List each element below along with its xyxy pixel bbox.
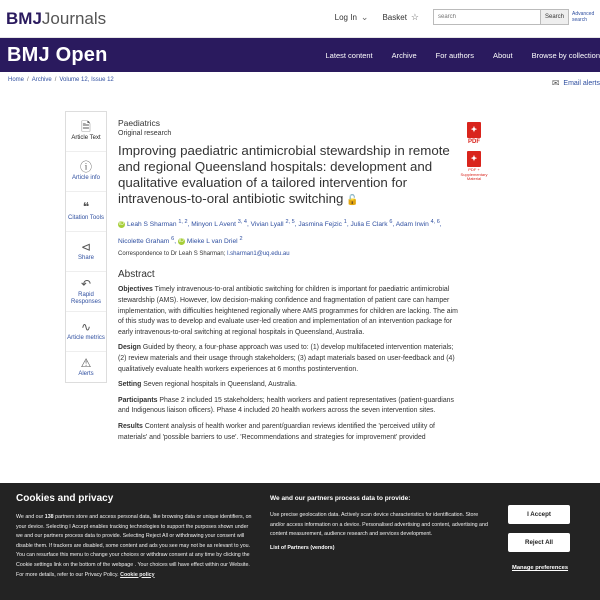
- author-name: Vivian Lyall: [250, 221, 284, 229]
- cookie-text-start: We and our: [16, 514, 44, 520]
- author-name: Adam Irwin: [395, 221, 429, 229]
- abstract-design: [118, 343, 458, 375]
- pdf-icon: ✦: [467, 122, 481, 138]
- breadcrumb-home[interactable]: Home: [8, 77, 25, 83]
- tool-share[interactable]: [66, 232, 106, 272]
- section-heading: Design: [118, 344, 141, 352]
- cookie-title: Cookies and privacy: [16, 493, 114, 504]
- advanced-search-link[interactable]: Advanced search: [572, 11, 595, 23]
- reply-icon: ↶: [80, 277, 92, 291]
- author[interactable]: [298, 221, 347, 228]
- login-label: Log In: [334, 12, 357, 22]
- chevron-down-icon: ⌄: [360, 11, 369, 22]
- tool-article-info[interactable]: [66, 152, 106, 192]
- correspondence-label: Correspondence to Dr Leah S Sharman;: [118, 251, 226, 258]
- author-list: iD Leah S Sharman $^{1, 2}$, Minyon L Avent $^{3, 4}$, Vivian Lyall $^{2, 5}$, Jasmina Fejzic $^1$, Julia E Clark $^6$, Adam Irwin $^{4, 6}$, Nicolette Graham $^6$, iD Mieke L van Driel $^2$: [118, 219, 442, 246]
- section-heading: Objectives: [118, 286, 153, 294]
- abstract-participants: [118, 396, 458, 417]
- author-affiliation: 1, 2: [178, 219, 188, 225]
- cookie-info: [16, 493, 256, 580]
- top-actions: [335, 9, 594, 25]
- tool-label: Article metrics: [67, 335, 105, 342]
- cookie-purposes: [270, 495, 490, 551]
- tool-article-metrics[interactable]: [66, 312, 106, 352]
- citation-icon: ❝: [82, 200, 90, 215]
- article-title-text: Improving paediatric antimicrobial stewardship in remote and regional Queensland hospitals: development and qualitative evaluation of a tailored intervention for intravenous-to-oral antibiotic switching: [118, 143, 450, 206]
- pdf-supplementary-icon: ✦: [467, 151, 481, 167]
- abstract-setting: [118, 380, 458, 391]
- journal-brand-bar: [0, 38, 600, 72]
- top-bar: [0, 0, 600, 38]
- author[interactable]: [351, 221, 393, 228]
- basket-icon: ☆: [410, 11, 419, 22]
- cookie-policy-link[interactable]: Cookie policy: [120, 571, 155, 578]
- tool-label: Rapid Responses: [70, 292, 102, 305]
- accept-cookies-button[interactable]: I Accept: [508, 505, 570, 524]
- breadcrumb-separator: /: [27, 77, 29, 83]
- tool-label: Citation Tools: [68, 215, 104, 222]
- nav-for-authors[interactable]: For authors: [435, 50, 475, 60]
- pdf-label: PDF: [468, 139, 480, 145]
- nav-latest-content[interactable]: Latest content: [325, 50, 373, 60]
- nav-archive[interactable]: Archive: [391, 50, 417, 60]
- author[interactable]: [118, 238, 174, 245]
- tool-label: Article info: [71, 175, 100, 182]
- article-title: [118, 143, 458, 209]
- cookie-text: [16, 513, 256, 580]
- info-icon: ⓘ: [79, 160, 92, 175]
- author-affiliation: 3, 4: [237, 219, 247, 225]
- tool-label: Article Text: [71, 135, 101, 142]
- section-text: Phase 2 included 15 stakeholders; health workers and patient representatives (patient-guardians and Indigenous liaison officers). Phase 4 included 20 health workers across the seven intervention sites.: [118, 396, 454, 415]
- email-icon: ✉: [551, 78, 560, 88]
- nav-browse-by-collection[interactable]: Browse by collection: [531, 50, 600, 60]
- section-text: Content analysis of health worker and parent/guardian reviews identified the 'perceived utility of materials' and 'possible barriers to use'. 'Recommendations and strategies for improvement' provided: [118, 422, 435, 441]
- author-name: Leah S Sharman: [127, 221, 177, 229]
- partner-count: 138: [44, 514, 54, 520]
- tool-label: Alerts: [78, 370, 94, 377]
- bmj-journals-logo[interactable]: BMJJournals: [6, 8, 107, 28]
- basket-link[interactable]: [382, 12, 419, 23]
- abstract-heading: Abstract: [118, 269, 155, 281]
- breadcrumb-separator: /: [54, 77, 57, 83]
- author[interactable]: [251, 221, 295, 228]
- search-input[interactable]: [433, 9, 541, 25]
- breadcrumb: [0, 72, 600, 88]
- author[interactable]: [178, 238, 243, 245]
- section-heading: Results: [118, 422, 143, 430]
- author-name: Mieke L van Driel: [186, 238, 238, 246]
- open-access-icon: 🔓: [346, 195, 359, 206]
- article-subject[interactable]: Paediatrics: [118, 118, 161, 128]
- metrics-icon: ∿: [80, 320, 92, 335]
- pdf-downloads: [462, 122, 486, 188]
- breadcrumb-archive[interactable]: Archive: [31, 77, 52, 83]
- author-name: Julia E Clark: [350, 221, 388, 229]
- tool-article-text[interactable]: [66, 112, 106, 152]
- orcid-icon: iD: [179, 238, 184, 245]
- tool-alerts[interactable]: [66, 352, 106, 382]
- abstract-results: [118, 422, 458, 443]
- login-link[interactable]: [335, 12, 369, 23]
- section-text: Seven regional hospitals in Queensland, Australia.: [143, 381, 297, 389]
- correspondence: [118, 251, 458, 257]
- email-alerts-link[interactable]: [552, 78, 600, 89]
- tool-label: Share: [77, 255, 94, 262]
- main-nav: [307, 38, 600, 72]
- author-name: Minyon L Avent: [191, 221, 236, 229]
- journal-title[interactable]: BMJ Open: [7, 43, 108, 66]
- article-main: [118, 118, 458, 443]
- search-button[interactable]: Search: [541, 9, 569, 25]
- section-text: Timely intravenous-to-oral antibiotic switching for children is important for paediatric antimicrobial stewardship (AMS). However, low decision-making confidence and fragmentation of patient care can hamper implementation, with difficulties heightened regionally where AMS programmes for children are lacking. The aim of this study was to develop and evaluate user-led creation and implementation of an intervention package for early intravenous-to-oral switching at regional hospitals in Queensland, Australia.: [118, 286, 458, 336]
- author-affiliation: 6: [389, 219, 393, 225]
- author[interactable]: [396, 221, 440, 228]
- purposes-text: Use precise geolocation data. Actively scan device characteristics for identification. Store and/or access information on a device. Personalised advertising and content, advertising and content measurement, audience research and services development.: [270, 512, 488, 538]
- pdf-supplementary-label: PDF + Supplementary Material: [460, 167, 488, 181]
- share-icon: ⊲: [80, 240, 92, 255]
- pdf-supplementary-link[interactable]: [462, 151, 486, 182]
- author-affiliation: 6: [171, 236, 175, 243]
- manage-preferences-link[interactable]: Manage preferences: [512, 565, 569, 571]
- breadcrumb-issue[interactable]: Volume 12, Issue 12: [59, 77, 114, 83]
- document-icon: 🗎: [81, 120, 91, 135]
- basket-label: Basket: [382, 12, 407, 22]
- article-type: Original research: [118, 130, 172, 137]
- author-affiliation: 1: [343, 219, 347, 225]
- author-affiliation: 2, 5: [285, 219, 295, 225]
- partners-list-link[interactable]: List of Partners (vendors): [270, 544, 335, 551]
- section-text: Guided by theory, a four-phase approach was used to: (1) develop multifaceted intervention materials; (2) review materials and their usage through stakeholders; (3) adapt materials based on user-feedback and (4) qualitatively evaluate health workers experiences at 6 months postintervention.: [118, 344, 455, 373]
- bell-icon: ⚠: [80, 355, 92, 370]
- correspondence-email-link[interactable]: l.sharman1@uq.edu.au: [227, 251, 290, 258]
- author-name: Nicolette Graham: [118, 238, 170, 246]
- reject-all-button[interactable]: Reject All: [508, 533, 570, 552]
- cookie-text-body: partners store and access personal data, like browsing data or unique identifiers, on your device. Selecting I Accept enables tracking technologies to support the purposes shown under we and our partners process data to provide. Selecting Reject All or withdrawing your consent will disable them. If trackers are disabled, some content and ads you see may not be as relevant to you. You can resurface this menu to change your choices or withdraw consent at any time by clicking the Cookie settings link on the bottom of the webpage . Your choices will have effect within our Website. For more details, refer to our Privacy Policy.: [16, 514, 252, 578]
- article-tools-sidebar: [65, 111, 107, 383]
- author[interactable]: [118, 221, 188, 228]
- orcid-icon: iD: [119, 220, 124, 227]
- tool-citation-tools[interactable]: [66, 192, 106, 232]
- tool-rapid-responses[interactable]: [66, 272, 106, 312]
- pdf-download-link[interactable]: [462, 122, 486, 145]
- author-affiliation: 4, 6: [430, 219, 440, 225]
- author-name: Jasmina Fejzic: [298, 221, 342, 229]
- purposes-title: We and our partners process data to provide:: [270, 495, 411, 502]
- nav-about[interactable]: About: [493, 50, 513, 60]
- author[interactable]: [191, 221, 247, 228]
- cookie-consent-banner: [0, 483, 600, 600]
- section-heading: Participants: [118, 396, 158, 404]
- abstract-objectives: [118, 285, 458, 338]
- author-affiliation: 2: [239, 236, 243, 243]
- section-heading: Setting: [118, 381, 142, 389]
- email-alerts-label: Email alerts: [563, 80, 600, 87]
